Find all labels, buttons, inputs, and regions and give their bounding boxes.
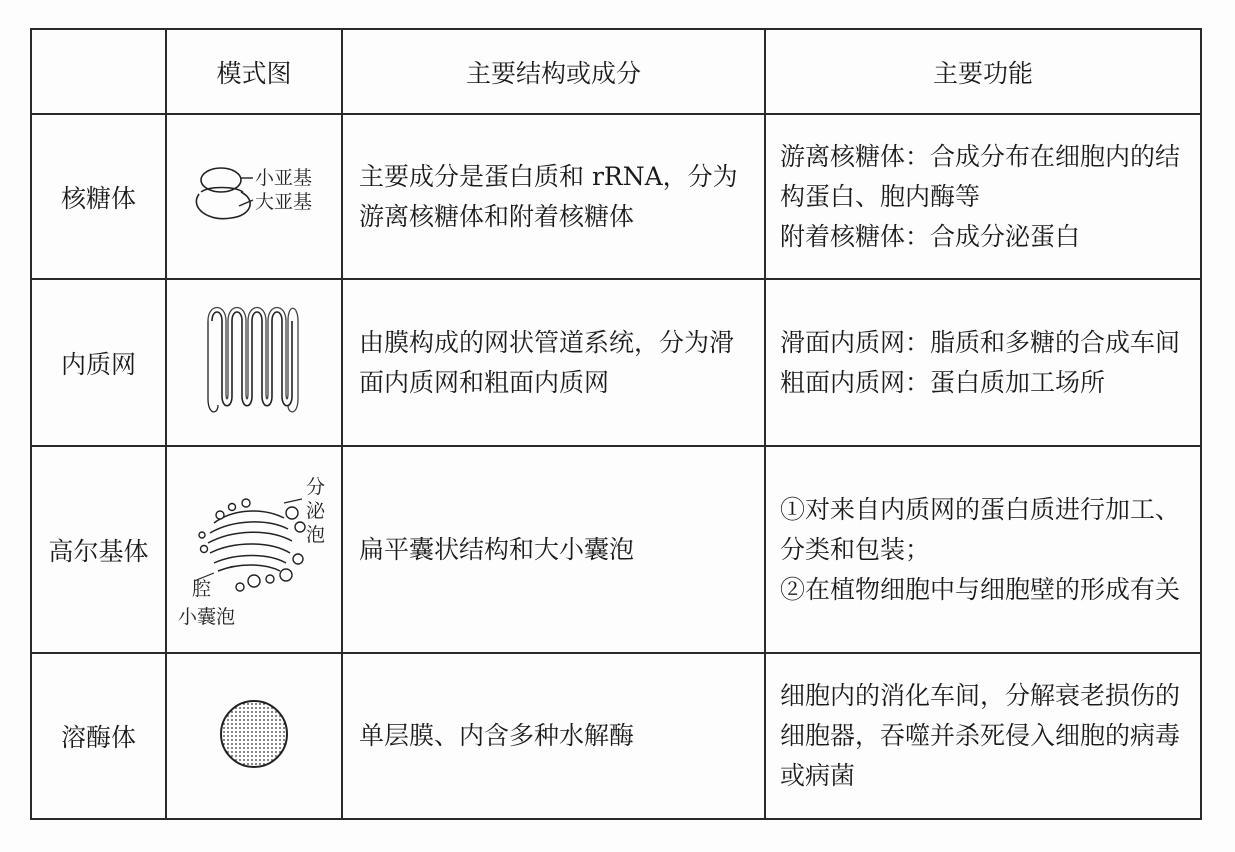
label-char: 分 — [306, 475, 326, 498]
function-text — [765, 279, 1201, 446]
function-text — [765, 653, 1201, 819]
function-line: 粗面内质网：蛋白质加工场所 — [780, 367, 1106, 397]
header-blank — [31, 29, 166, 114]
organelle-name: 高尔基体 — [31, 446, 166, 653]
structure-text: 主要成分是蛋白质和 rRNA，分为游离核糖体和附着核糖体 — [342, 114, 765, 279]
function-text — [765, 114, 1201, 279]
label-char: 泌 — [306, 499, 326, 522]
header-structure: 主要结构或成分 — [342, 29, 765, 114]
endoplasmic-reticulum-image — [204, 301, 304, 421]
small-subunit-label: 小亚基 — [255, 166, 313, 189]
lumen-label: 腔 — [192, 577, 212, 600]
secretory-vesicle-label — [306, 476, 331, 546]
organelle-name: 溶酶体 — [31, 653, 166, 819]
function-line: ①对来自内质网的蛋白质进行加工、分类和包装； — [780, 494, 1181, 564]
function-text — [765, 446, 1201, 653]
label-char: 泡 — [306, 523, 326, 546]
function-line: ②在植物细胞中与细胞壁的形成有关 — [780, 574, 1181, 604]
table-row — [31, 114, 1201, 279]
organelle-name: 内质网 — [31, 279, 166, 446]
header-row — [31, 29, 1201, 114]
structure-text: 由膜构成的网状管道系统，分为滑面内质网和粗面内质网 — [342, 279, 765, 446]
table-row — [31, 279, 1201, 446]
organelle-table — [30, 28, 1202, 820]
table-row — [31, 653, 1201, 819]
function-line: 滑面内质网：脂质和多糖的合成车间 — [780, 327, 1181, 357]
organelle-table-container — [30, 28, 1200, 818]
structure-text: 单层膜、内含多种水解酶 — [342, 653, 765, 819]
header-function: 主要功能 — [765, 29, 1201, 114]
function-line: 附着核糖体：合成分泌蛋白 — [780, 221, 1081, 251]
table-row — [31, 446, 1201, 653]
golgi-image — [174, 463, 334, 633]
small-vesicle-label: 小囊泡 — [178, 605, 236, 628]
golgi-diagram — [166, 446, 342, 653]
function-line: 细胞内的消化车间，分解衰老损伤的细胞器，吞噬并杀死侵入细胞的病毒或病菌 — [780, 681, 1181, 790]
large-subunit-label: 大亚基 — [255, 190, 313, 213]
organelle-name: 核糖体 — [31, 114, 166, 279]
function-line: 游离核糖体：合成分布在细胞内的结构蛋白、胞内酶等 — [780, 141, 1181, 211]
er-diagram — [166, 279, 342, 446]
lysosome-diagram — [166, 653, 342, 819]
structure-text: 扁平囊状结构和大小囊泡 — [342, 446, 765, 653]
header-diagram: 模式图 — [166, 29, 342, 114]
lysosome-image — [214, 694, 294, 774]
ribosome-image — [179, 150, 329, 240]
ribosome-diagram — [166, 114, 342, 279]
